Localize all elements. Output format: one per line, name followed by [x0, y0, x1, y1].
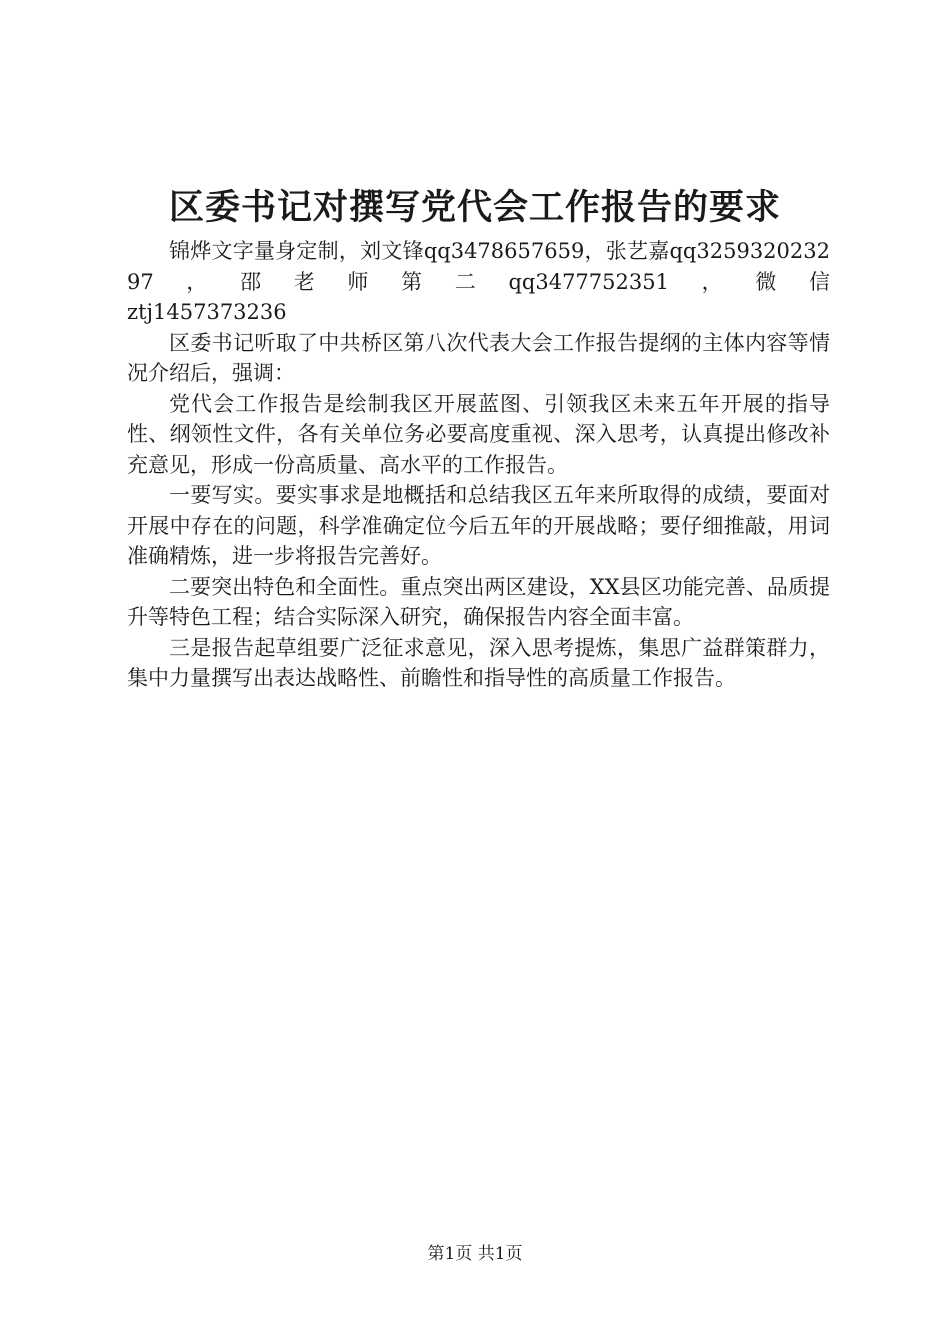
credit-line-tail: ztj1457373236 — [127, 300, 287, 324]
credit-paragraph — [127, 236, 830, 328]
document-title: 区委书记对撰写党代会工作报告的要求 — [168, 187, 781, 228]
paragraph-requirement-three: 三是报告起草组要广泛征求意见，深入思考提炼，集思广益群策群力，集中力量撰写出表达战略性、前瞻性和指导性的高质量工作报告。 — [127, 635, 830, 690]
paragraph-intro: 区委书记听取了中共桥区第八次代表大会工作报告提纲的主体内容等情况介绍后，强调： — [127, 330, 830, 385]
document-body — [127, 236, 830, 694]
paragraph-requirement-one: 一要写实。要实事求是地概括和总结我区五年来所取得的成绩，要面对开展中存在的问题，科学准确定位今后五年的开展战略；要仔细推敲，用词准确精炼，进一步将报告完善好。 — [127, 483, 830, 568]
paragraph-report-importance: 党代会工作报告是绘制我区开展蓝图、引领我区未来五年开展的指导性、纲领性文件，各有关单位务必要高度重视、深入思考，认真提出修改补充意见，形成一份高质量、高水平的工作报告。 — [127, 391, 830, 477]
page-footer: 第1页 共1页 — [427, 1244, 523, 1264]
credit-line-main: 锦烨文字量身定制，刘文锋qq3478657659，张艺嘉qq325932023297，邵老师第二qq3477752351，微信 — [127, 239, 830, 294]
paragraph-requirement-two: 二要突出特色和全面性。重点突出两区建设，XX县区功能完善、品质提升等特色工程；结合实际深入研究，确保报告内容全面丰富。 — [127, 574, 830, 629]
